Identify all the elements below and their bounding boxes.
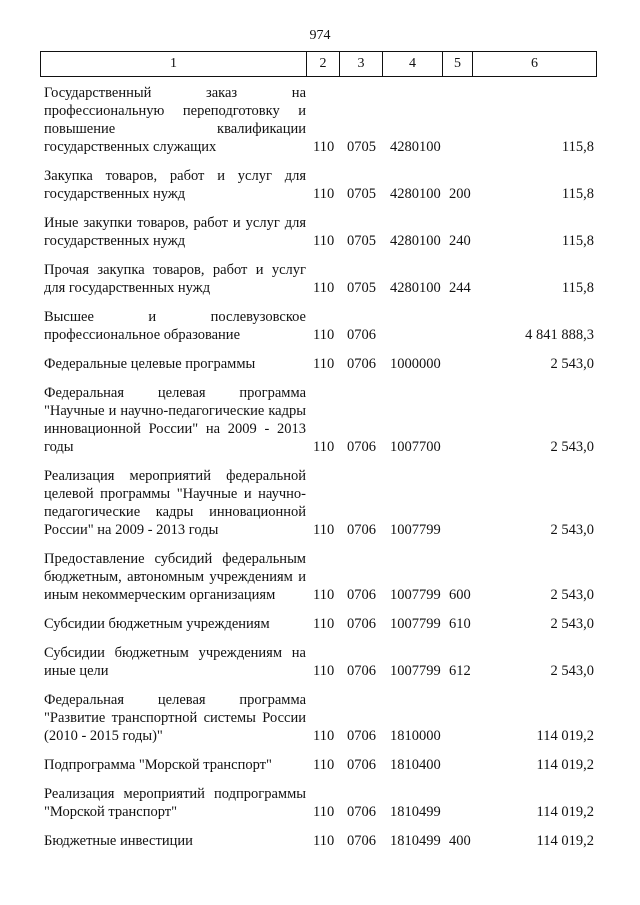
table-row — [0, 84, 640, 156]
table-row — [0, 615, 640, 633]
row-section-code: 0706 — [347, 663, 376, 679]
row-target-code: 4280100 — [390, 233, 441, 249]
row-section-code: 0705 — [347, 233, 376, 249]
row-target-code: 1007700 — [390, 439, 441, 455]
row-target-code: 1007799 — [390, 587, 441, 603]
table-row — [0, 308, 640, 344]
row-ministry-code: 110 — [313, 139, 335, 155]
row-target-code: 1810499 — [390, 804, 441, 820]
table-row — [0, 644, 640, 680]
table-row — [0, 832, 640, 850]
table-row — [0, 384, 640, 456]
row-description: Реализация мероприятий подпрограммы "Морской транспорт" — [44, 786, 306, 820]
column-header-row — [41, 52, 597, 77]
row-description: Субсидии бюджетным учреждениям — [44, 616, 270, 632]
row-amount: 2 543,0 — [550, 439, 594, 455]
row-description: Высшее и послевузовское профессиональное образование — [44, 309, 306, 343]
row-ministry-code: 110 — [313, 356, 335, 372]
column-header-6: 6 — [473, 52, 597, 77]
row-description: Федеральная целевая программа "Развитие транспортной системы России (2010 - 2015 годы)" — [44, 692, 306, 744]
column-header-1: 1 — [41, 52, 307, 77]
row-description: Федеральная целевая программа "Научные и научно-педагогические кадры инновационной России" на 2009 - 2013 годы — [44, 385, 306, 455]
row-amount: 2 543,0 — [550, 356, 594, 372]
row-description: Бюджетные инвестиции — [44, 833, 193, 849]
row-description: Государственный заказ на профессиональную переподготовку и повышение квалификации государственных служащих — [44, 85, 306, 155]
row-description: Подпрограмма "Морской транспорт" — [44, 757, 272, 773]
row-target-code: 1000000 — [390, 356, 441, 372]
row-ministry-code: 110 — [313, 186, 335, 202]
row-target-code: 1007799 — [390, 522, 441, 538]
row-amount: 115,8 — [561, 233, 594, 249]
row-ministry-code: 110 — [313, 522, 335, 538]
column-header-3: 3 — [340, 52, 383, 77]
budget-rows — [0, 84, 640, 861]
row-section-code: 0706 — [347, 833, 376, 849]
row-target-code: 4280100 — [390, 280, 441, 296]
row-ministry-code: 110 — [313, 587, 335, 603]
row-section-code: 0706 — [347, 327, 376, 343]
row-section-code: 0706 — [347, 356, 376, 372]
row-expense-type: 200 — [449, 186, 471, 202]
table-row — [0, 550, 640, 604]
row-section-code: 0706 — [347, 804, 376, 820]
row-description: Реализация мероприятий федеральной целевой программы "Научные и научно-педагогические кадры инновационной России" на 2009 - 2013 годы — [44, 468, 306, 538]
row-section-code: 0705 — [347, 186, 376, 202]
row-expense-type: 610 — [449, 616, 471, 632]
row-ministry-code: 110 — [313, 616, 335, 632]
row-ministry-code: 110 — [313, 233, 335, 249]
row-description: Иные закупки товаров, работ и услуг для государственных нужд — [44, 215, 306, 249]
row-amount: 115,8 — [561, 280, 594, 296]
row-description: Прочая закупка товаров, работ и услуг для государственных нужд — [44, 262, 306, 296]
column-header-5: 5 — [443, 52, 473, 77]
row-expense-type: 612 — [449, 663, 471, 679]
row-target-code: 1810499 — [390, 833, 441, 849]
table-row — [0, 756, 640, 774]
column-header-2: 2 — [307, 52, 340, 77]
row-ministry-code: 110 — [313, 663, 335, 679]
table-row — [0, 214, 640, 250]
row-section-code: 0706 — [347, 587, 376, 603]
row-description: Закупка товаров, работ и услуг для государственных нужд — [44, 168, 306, 202]
row-amount: 2 543,0 — [550, 663, 594, 679]
row-target-code: 1007799 — [390, 616, 441, 632]
row-section-code: 0705 — [347, 280, 376, 296]
row-ministry-code: 110 — [313, 804, 335, 820]
row-target-code: 4280100 — [390, 139, 441, 155]
page-number: 974 — [309, 28, 331, 43]
row-ministry-code: 110 — [313, 833, 335, 849]
row-ministry-code: 110 — [313, 327, 335, 343]
row-amount: 114 019,2 — [536, 804, 594, 820]
row-ministry-code: 110 — [313, 728, 335, 744]
row-amount: 114 019,2 — [536, 728, 594, 744]
row-section-code: 0706 — [347, 757, 376, 773]
row-description: Предоставление субсидий федеральным бюджетным, автономным учреждениям и иным некоммерческим организациям — [44, 551, 306, 603]
row-amount: 4 841 888,3 — [525, 327, 594, 343]
row-expense-type: 240 — [449, 233, 471, 249]
row-target-code: 4280100 — [390, 186, 441, 202]
row-amount: 114 019,2 — [536, 757, 594, 773]
row-section-code: 0706 — [347, 439, 376, 455]
row-section-code: 0706 — [347, 728, 376, 744]
table-row — [0, 167, 640, 203]
row-target-code: 1007799 — [390, 663, 441, 679]
row-amount: 115,8 — [561, 139, 594, 155]
row-section-code: 0705 — [347, 139, 376, 155]
table-row — [0, 261, 640, 297]
row-expense-type: 600 — [449, 587, 471, 603]
table-row — [0, 785, 640, 821]
row-expense-type: 400 — [449, 833, 471, 849]
row-ministry-code: 110 — [313, 280, 335, 296]
row-amount: 2 543,0 — [550, 616, 594, 632]
row-amount: 114 019,2 — [536, 833, 594, 849]
row-ministry-code: 110 — [313, 439, 335, 455]
row-description: Федеральные целевые программы — [44, 356, 256, 372]
row-ministry-code: 110 — [313, 757, 335, 773]
table-row — [0, 355, 640, 373]
row-amount: 2 543,0 — [550, 522, 594, 538]
row-amount: 2 543,0 — [550, 587, 594, 603]
row-expense-type: 244 — [449, 280, 471, 296]
column-header-table — [40, 51, 597, 77]
row-amount: 115,8 — [561, 186, 594, 202]
row-description: Субсидии бюджетным учреждениям на иные цели — [44, 645, 306, 679]
table-row — [0, 691, 640, 745]
row-target-code: 1810000 — [390, 728, 441, 744]
row-section-code: 0706 — [347, 616, 376, 632]
column-header-4: 4 — [383, 52, 443, 77]
row-section-code: 0706 — [347, 522, 376, 538]
table-row — [0, 467, 640, 539]
row-target-code: 1810400 — [390, 757, 441, 773]
